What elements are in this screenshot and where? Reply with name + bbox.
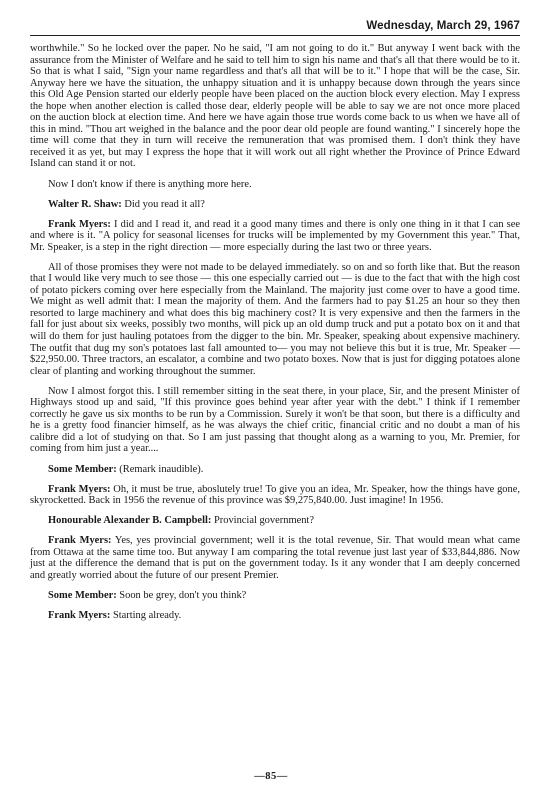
paragraph-text: worthwhile." So he locked over the paper. No he said, "I am not going to do it." But anyway I went back with the assurance from the Minister of Welfare and he said to tell him to sign his name and that's all that there would be to it. So that is what I said, "Sign your name regardless and that's all that will be to it." I hope that will be the case, Sir. Anyway here we have the situation, the unhappy situation and it is unhappy because down through the years since this Old Age Pension started our elderly people have been placed on the auction block every election. May I express the hope when another election is called those dear, elderly people will be able to say we are not once more placed on the auction block at election time. And here we have again those true words come back to us when we have all of this in mind. "Thou art weighed in the balance and the poor dear old people are found wanting." I sincerely hope the time will come that they in turn will receive the remuneration that was promised them. I don't think they have received it as yet, but may I express the hope that it will work out all right whether the Province of Prince Edward Island can stand it or not. [30, 43, 520, 170]
paragraph-text: Did you read it all? [121, 198, 205, 210]
speech-paragraph [30, 535, 520, 581]
paragraph-text: All of those promises they were not made to be delayed immediately. so on and so forth like that. But the reason that I would like very much to see those — this one especially carried out — is due to the fact that with the high cost of potato pickers coming over here especially from the Mainland. The majority just come over to have a good time. We might as well admit that: I mean the majority of them. And the farmers had to pay $1.25 an hour so they then resorted to large machinery and what does this big machinery cost? It is very expensive and then the farmers in the fall for just about six weeks, possibly two months, will pick up an old dump truck and put a potato box on it and that will do them for just hauling potatoes from the digger to the bin. Mr. Speaker, speaking about expensive machinery. The outfit that dug my son's potatoes last fall amounted to— you may not believe this but it is true, Mr. Speaker — $22,950.00. Three tractors, an escalator, a combine and two potato boxes. Now that is just for digging potatoes alone clear of planting and working throughout the summer. [30, 261, 520, 377]
paragraph-text: Yes, yes provincial government; well it is the total revenue, Sir. That would mean what came from Ottawa at the same time too. But anyway I am comparing the total revenue just last year of $33,844,886. Now just at the difference the demand that is put on the government today. Is it any wonder that I am deeply concerned and greatly worried about the future of our present Premier. [30, 535, 520, 581]
paragraph-text: (Remark inaudible). [116, 463, 204, 475]
speech-paragraph [30, 219, 520, 254]
speech-paragraph [30, 515, 520, 527]
paragraph [30, 179, 520, 191]
speaker-name: Honourable Alexander B. Campbell: [48, 515, 212, 527]
speech-paragraph [30, 590, 520, 602]
transcript-body [30, 43, 520, 621]
speaker-name: Frank Myers: [48, 535, 112, 547]
paragraph-text: I did and I read it, and read it a good many times and there is only one thing in it that I can see and where is it. "A policy for seasonal licenses for trucks will be implemented by my Government this year." That, Mr. Speaker, is a step in the right direction — more especially during the last two or three years. [30, 218, 520, 253]
speech-paragraph [30, 464, 520, 476]
paragraph-text: Soon be grey, don't you think? [116, 589, 247, 601]
speaker-name: Frank Myers: [48, 609, 111, 621]
paragraph-text: Provincial government? [211, 515, 314, 527]
speaker-name: Walter R. Shaw: [48, 198, 122, 210]
speaker-name: Frank Myers: [48, 218, 111, 230]
speech-paragraph [30, 199, 520, 211]
page-number: —85— [254, 771, 288, 782]
speaker-name: Some Member: [48, 589, 117, 601]
page-header [30, 20, 520, 36]
speaker-name: Frank Myers: [48, 483, 111, 495]
paragraph [30, 262, 520, 377]
paragraph-text: Oh, it must be true, aboslutely true! To give you an idea, Mr. Speaker, how the things have gone, skyrocketted. Back in 1956 the revenue of this province was $9,275,840.00. Just imagine! In 1956. [30, 483, 520, 507]
paragraph-text: Now I almost forgot this. I still remember sitting in the seat there, in your place, Sir, and the present Minister of Highways stood up and said, "If this province goes behind year after year with the debt." I think if I remember correctly he gave us six months to be run by a Commission. Surely it won't be that soon, but there is a difficulty and he is a gretty food financier himself, as he was always the chief critic, financial critic and no doubt a man of his calibre did a lot of studying on that. So I am just passing that thought along as a warning to you, Mr. Premier, for coming from him just a year.... [30, 385, 520, 455]
speech-paragraph [30, 484, 520, 507]
paragraph [30, 386, 520, 455]
speaker-name: Some Member: [48, 463, 117, 475]
paragraph-text: Now I don't know if there is anything more here. [48, 178, 252, 190]
paragraph [30, 43, 520, 170]
header-date: Wednesday, March 29, 1967 [366, 20, 520, 32]
paragraph-text: Starting already. [110, 609, 182, 621]
speech-paragraph [30, 610, 520, 622]
